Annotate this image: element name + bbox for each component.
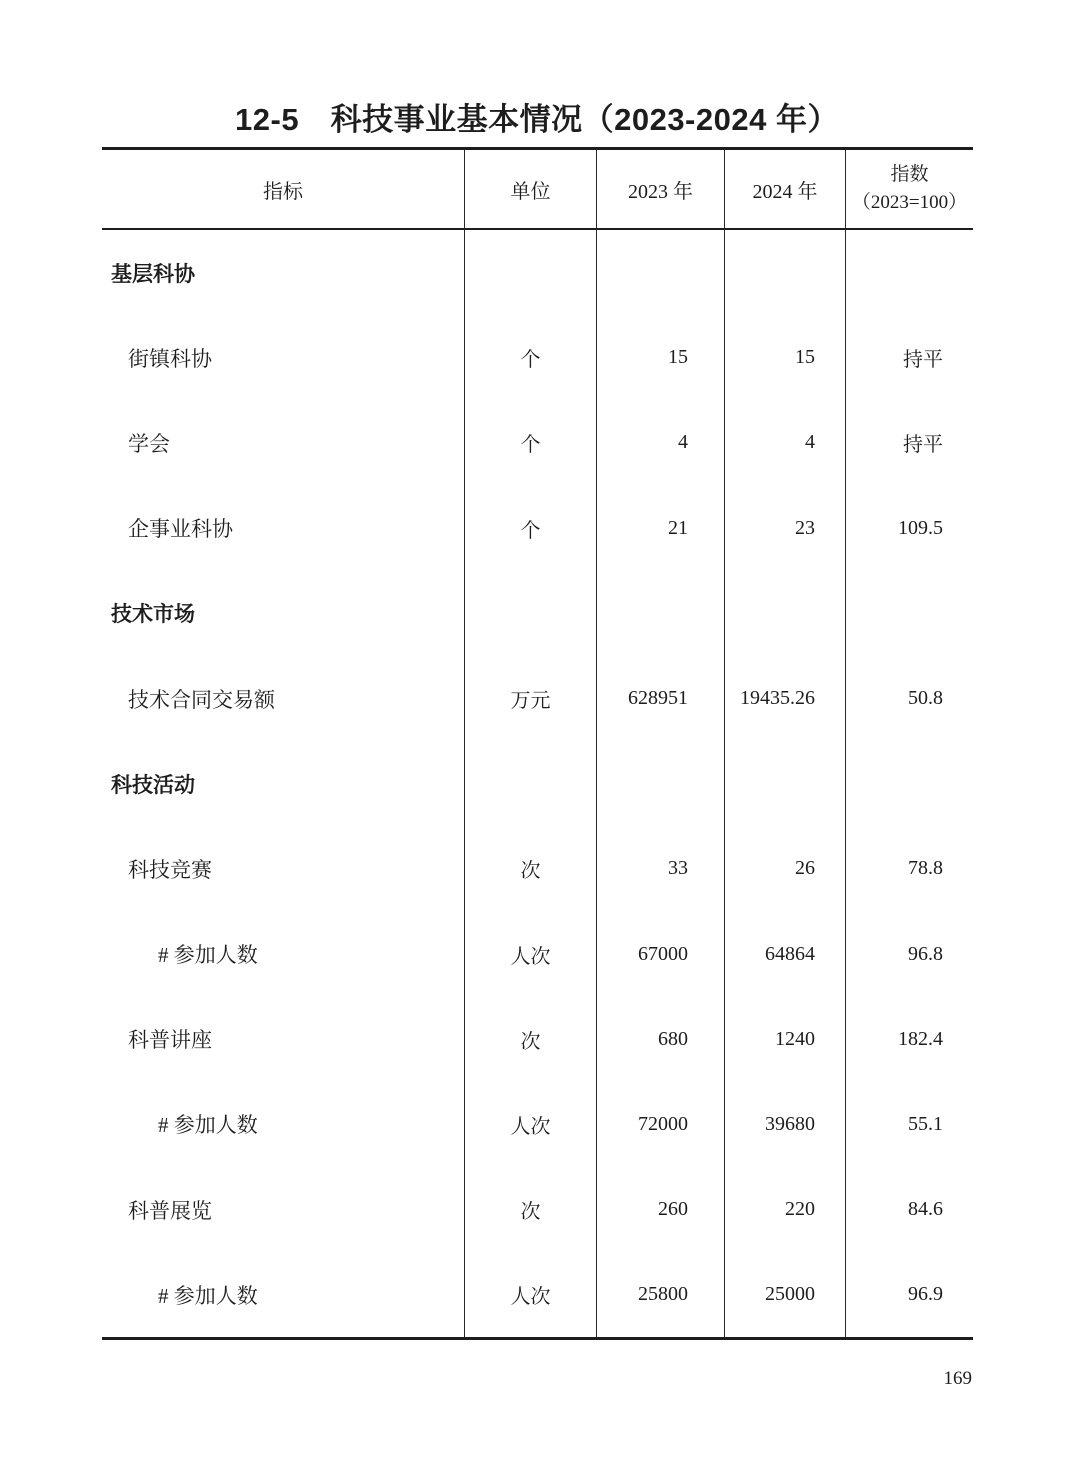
unit-cell: 人次	[464, 1252, 596, 1337]
indicator-cell: 企事业科协	[128, 517, 233, 542]
index-cell	[845, 230, 973, 315]
value-2024-cell: 220	[724, 1167, 845, 1252]
value-2024-cell	[724, 230, 845, 315]
value-2024-cell: 64864	[724, 912, 845, 997]
index-cell: 持平	[845, 400, 973, 485]
header-unit: 单位	[464, 150, 596, 230]
indicator-cell: 学会	[128, 431, 170, 456]
unit-cell: 个	[464, 486, 596, 571]
value-2024-cell: 4	[724, 400, 845, 485]
value-2024-cell: 15	[724, 315, 845, 400]
indicator-cell: 基层科协	[111, 262, 195, 286]
value-2023-cell	[596, 230, 724, 315]
page-number: 169	[943, 1368, 972, 1389]
unit-cell: 个	[464, 400, 596, 485]
indicator-cell: 技术市场	[111, 603, 195, 627]
value-2023-cell: 21	[596, 486, 724, 571]
indicator-cell: 技术合同交易额	[128, 687, 275, 712]
unit-cell: 次	[464, 826, 596, 911]
index-cell: 78.8	[845, 826, 973, 911]
unit-cell: 次	[464, 997, 596, 1082]
indicator-cell: # 参加人数	[158, 943, 258, 968]
indicator-cell: 科普讲座	[128, 1028, 212, 1053]
header-2024: 2024 年	[724, 150, 845, 230]
value-2024-cell: 1240	[724, 997, 845, 1082]
value-2023-cell: 4	[596, 400, 724, 485]
value-2023-cell: 15	[596, 315, 724, 400]
unit-cell: 万元	[464, 656, 596, 741]
value-2024-cell: 23	[724, 486, 845, 571]
header-indicator: 指标	[102, 150, 464, 230]
header-2023: 2023 年	[596, 150, 724, 230]
value-2023-cell: 33	[596, 826, 724, 911]
index-cell	[845, 571, 973, 656]
value-2023-cell	[596, 571, 724, 656]
value-2023-cell: 680	[596, 997, 724, 1082]
index-cell: 96.9	[845, 1252, 973, 1337]
index-cell: 持平	[845, 315, 973, 400]
index-cell: 55.1	[845, 1082, 973, 1167]
unit-cell: 个	[464, 315, 596, 400]
index-cell	[845, 741, 973, 826]
index-cell: 84.6	[845, 1167, 973, 1252]
indicator-cell: 科技活动	[111, 773, 195, 797]
indicator-cell: 街镇科协	[128, 346, 212, 371]
value-2024-cell: 39680	[724, 1082, 845, 1167]
page-title: 12-5 科技事业基本情况（2023-2024 年）	[235, 102, 839, 137]
value-2023-cell: 72000	[596, 1082, 724, 1167]
index-cell: 182.4	[845, 997, 973, 1082]
indicator-cell: # 参加人数	[158, 1283, 258, 1308]
statistics-table	[102, 147, 973, 1340]
value-2023-cell: 25800	[596, 1252, 724, 1337]
unit-cell: 次	[464, 1167, 596, 1252]
index-cell: 50.8	[845, 656, 973, 741]
unit-cell	[464, 230, 596, 315]
indicator-cell: 科技竞赛	[128, 857, 212, 882]
value-2023-cell: 628951	[596, 656, 724, 741]
value-2024-cell: 26	[724, 826, 845, 911]
value-2023-cell: 67000	[596, 912, 724, 997]
indicator-cell: 科普展览	[128, 1198, 212, 1223]
unit-cell: 人次	[464, 1082, 596, 1167]
indicator-cell: # 参加人数	[158, 1113, 258, 1138]
header-index-label: 指数	[890, 164, 929, 186]
value-2023-cell	[596, 741, 724, 826]
value-2024-cell	[724, 571, 845, 656]
index-cell: 109.5	[845, 486, 973, 571]
header-index-base: （2023=100）	[851, 192, 968, 213]
unit-cell: 人次	[464, 912, 596, 997]
header-index	[845, 150, 973, 230]
value-2023-cell: 260	[596, 1167, 724, 1252]
value-2024-cell: 19435.26	[724, 656, 845, 741]
unit-cell	[464, 741, 596, 826]
unit-cell	[464, 571, 596, 656]
value-2024-cell: 25000	[724, 1252, 845, 1337]
index-cell: 96.8	[845, 912, 973, 997]
value-2024-cell	[724, 741, 845, 826]
